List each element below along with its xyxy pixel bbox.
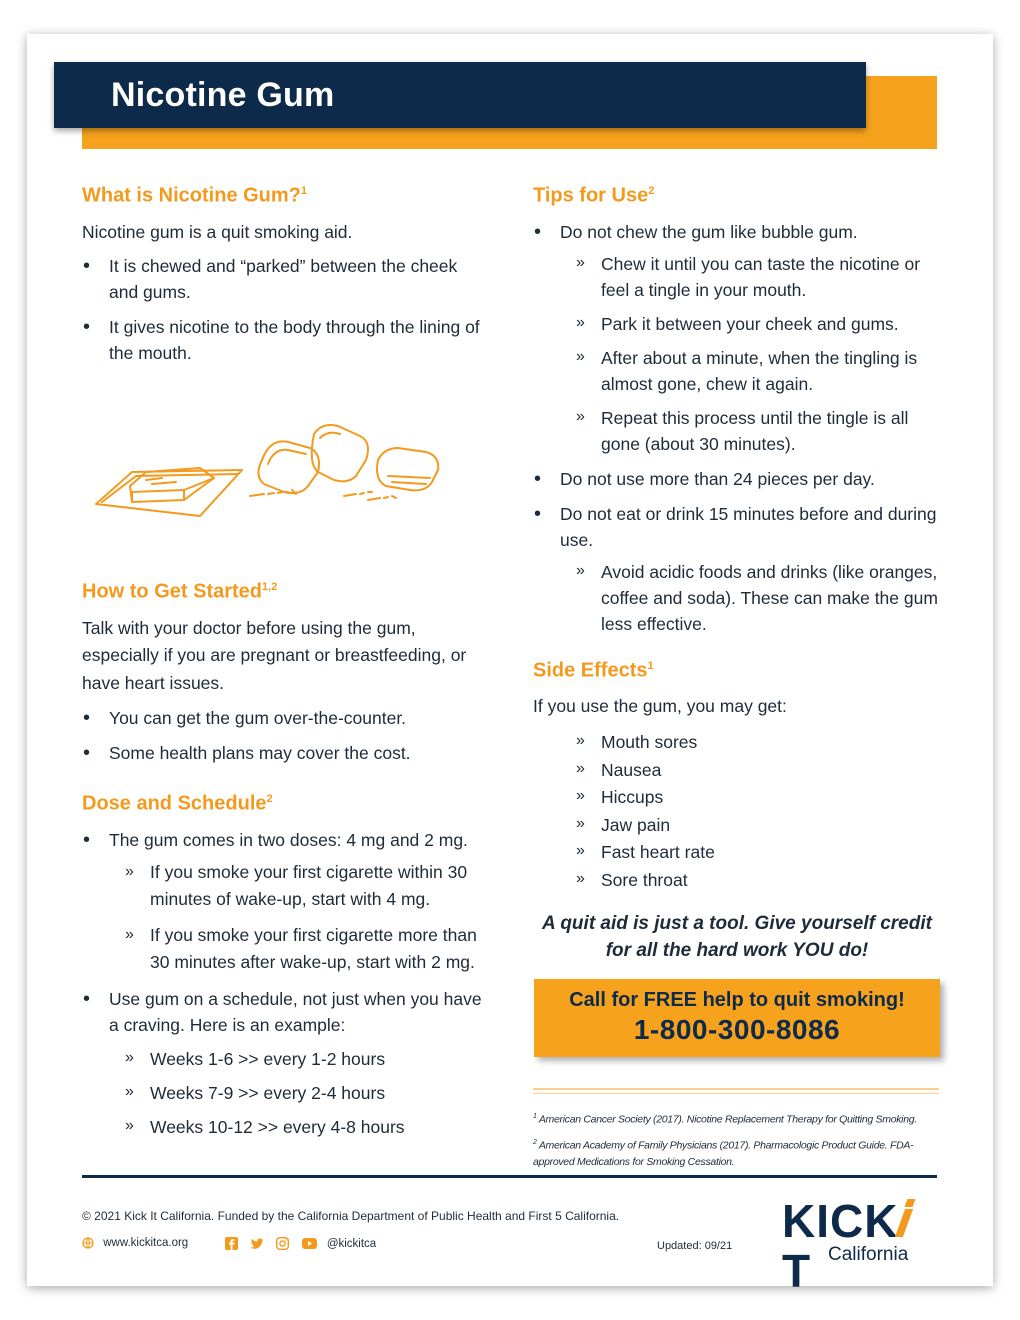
what-bullets xyxy=(82,253,487,366)
reference-item: $^2$ American Academy of Family Physicians (2017). Pharmacologic Product Guide. FDA-approved Medications for Smoking Cessation. xyxy=(533,1138,914,1168)
dose-sub-list xyxy=(109,859,492,977)
schedule-list xyxy=(109,1046,492,1140)
tips-sub-list-2 xyxy=(560,559,941,637)
divider xyxy=(533,1093,939,1094)
list-item: » Park it between your cheek and gums. xyxy=(560,311,941,337)
list-item: • Do not use more than 24 pieces per day. xyxy=(533,466,941,492)
footer-divider xyxy=(82,1175,937,1178)
facebook-icon[interactable] xyxy=(225,1237,238,1250)
list-item: » Avoid acidic foods and drinks (like oranges, coffee and soda). These can make the gum less effective. xyxy=(560,559,941,637)
reference-item: $^1$ American Cancer Society (2017). Nicotine Replacement Therapy for Quitting Smoking. xyxy=(533,1113,917,1126)
page-title: Nicotine Gum xyxy=(111,76,335,114)
list-item: » If you smoke your first cigarette within 30 minutes of wake-up, start with 4 mg. xyxy=(109,859,492,914)
tips-bullets xyxy=(533,219,941,637)
logo-t: T xyxy=(782,1245,812,1297)
logo-california: California xyxy=(828,1244,909,1265)
list-item: » Fast heart rate xyxy=(560,839,941,865)
social-links: @kickitca xyxy=(225,1237,376,1250)
list-item: » Repeat this process until the tingle is all gone (about 30 minutes). xyxy=(560,405,941,457)
list-item: • The gum comes in two doses: 4 mg and 2 mg. » If you smoke your first cigarette within 30 minutes of wake-up, start with 4 mg. » If you smoke your first cigarette more than 30 minutes after wake-up, start with 2 mg. xyxy=(82,827,492,977)
tips-heading: Tips for Use$^2$ xyxy=(533,184,655,207)
references xyxy=(533,1108,938,1176)
list-item: » Nausea xyxy=(560,757,941,783)
left-column-top xyxy=(82,178,487,375)
list-item: » Mouth sores xyxy=(560,729,941,755)
list-item: » If you smoke your first cigarette more than 30 minutes after wake-up, start with 2 mg. xyxy=(109,922,492,977)
list-item: » Weeks 1-6 >> every 1-2 hours xyxy=(109,1046,492,1072)
right-column xyxy=(533,178,941,899)
instagram-icon[interactable] xyxy=(276,1237,289,1250)
list-item: » Weeks 10-12 >> every 4-8 hours xyxy=(109,1114,492,1140)
list-item: » Weeks 7-9 >> every 2-4 hours xyxy=(109,1080,492,1106)
updated-date: Updated: 09/21 xyxy=(657,1240,733,1252)
list-item: • Some health plans may cover the cost. xyxy=(82,740,492,766)
list-item: » Sore throat xyxy=(560,867,941,893)
encouragement-quote: A quit aid is just a tool. Give yourself credit for all the hard work YOU do! xyxy=(542,913,932,961)
side-effects-intro: If you use the gum, you may get: xyxy=(533,696,787,717)
tips-sub-list xyxy=(560,251,941,457)
list-item: • It gives nicotine to the body through the lining of the mouth. xyxy=(82,314,487,366)
youtube-icon[interactable] xyxy=(302,1238,317,1249)
list-item: » Jaw pain xyxy=(560,812,941,838)
quitline-label: Call for FREE help to quit smoking! xyxy=(569,989,905,1011)
list-item: • Do not chew the gum like bubble gum. » Chew it until you can taste the nicotine or feel a tingle in your mouth. » Park it between your cheek and gums. » After about a minute, when the tingling is almost gone, chew it again. » Repeat this process until the tingle is all gone (about 30 minutes). xyxy=(533,219,941,457)
logo-kick: KICK xyxy=(782,1195,899,1247)
list-item: • You can get the gum over-the-counter. xyxy=(82,705,492,731)
start-bullets xyxy=(82,705,492,766)
list-item: • Do not eat or drink 15 minutes before and during use. » Avoid acidic foods and drinks (like oranges, coffee and soda). These can make the gum less effective. xyxy=(533,501,941,637)
side-effects-list xyxy=(560,729,941,893)
list-item: » After about a minute, when the tingling is almost gone, chew it again. xyxy=(560,345,941,397)
globe-icon xyxy=(82,1237,94,1249)
start-heading: How to Get Started$^{1,2}$ xyxy=(82,580,278,603)
title-banner xyxy=(54,62,866,128)
list-item: » Hiccups xyxy=(560,784,941,810)
side-effects-heading: Side Effects$^1$ xyxy=(533,659,654,682)
left-column-bottom xyxy=(82,574,492,1149)
list-item: » Chew it until you can taste the nicotine or feel a tingle in your mouth. xyxy=(560,251,941,303)
list-item: • Use gum on a schedule, not just when you have a craving. Here is an example: » Weeks 1-6 >> every 1-2 hours » Weeks 7-9 >> every 2-4 hours » Weeks 10-12 >> every 4-8 hours xyxy=(82,986,492,1140)
what-intro: Nicotine gum is a quit smoking aid. xyxy=(82,221,353,242)
gum-illustration xyxy=(92,420,452,530)
what-heading: What is Nicotine Gum?$^1$ xyxy=(82,184,308,207)
website-link[interactable]: www.kickitca.org xyxy=(82,1237,188,1249)
kick-it-logo xyxy=(782,1195,942,1297)
divider xyxy=(533,1088,939,1090)
quitline-callout xyxy=(534,979,940,1057)
list-item: • It is chewed and “parked” between the cheek and gums. xyxy=(82,253,487,305)
start-intro: Talk with your doctor before using the gum, especially if you are pregnant or breastfeeding, or have heart issues. xyxy=(82,617,467,693)
quitline-phone[interactable]: 1-800-300-8086 xyxy=(633,1014,841,1045)
copyright: © 2021 Kick It California. Funded by the California Department of Public Health and First 5 California. xyxy=(82,1209,620,1223)
twitter-icon[interactable] xyxy=(250,1238,264,1250)
dose-bullets xyxy=(82,827,492,1140)
dose-heading: Dose and Schedule$^2$ xyxy=(82,792,273,815)
